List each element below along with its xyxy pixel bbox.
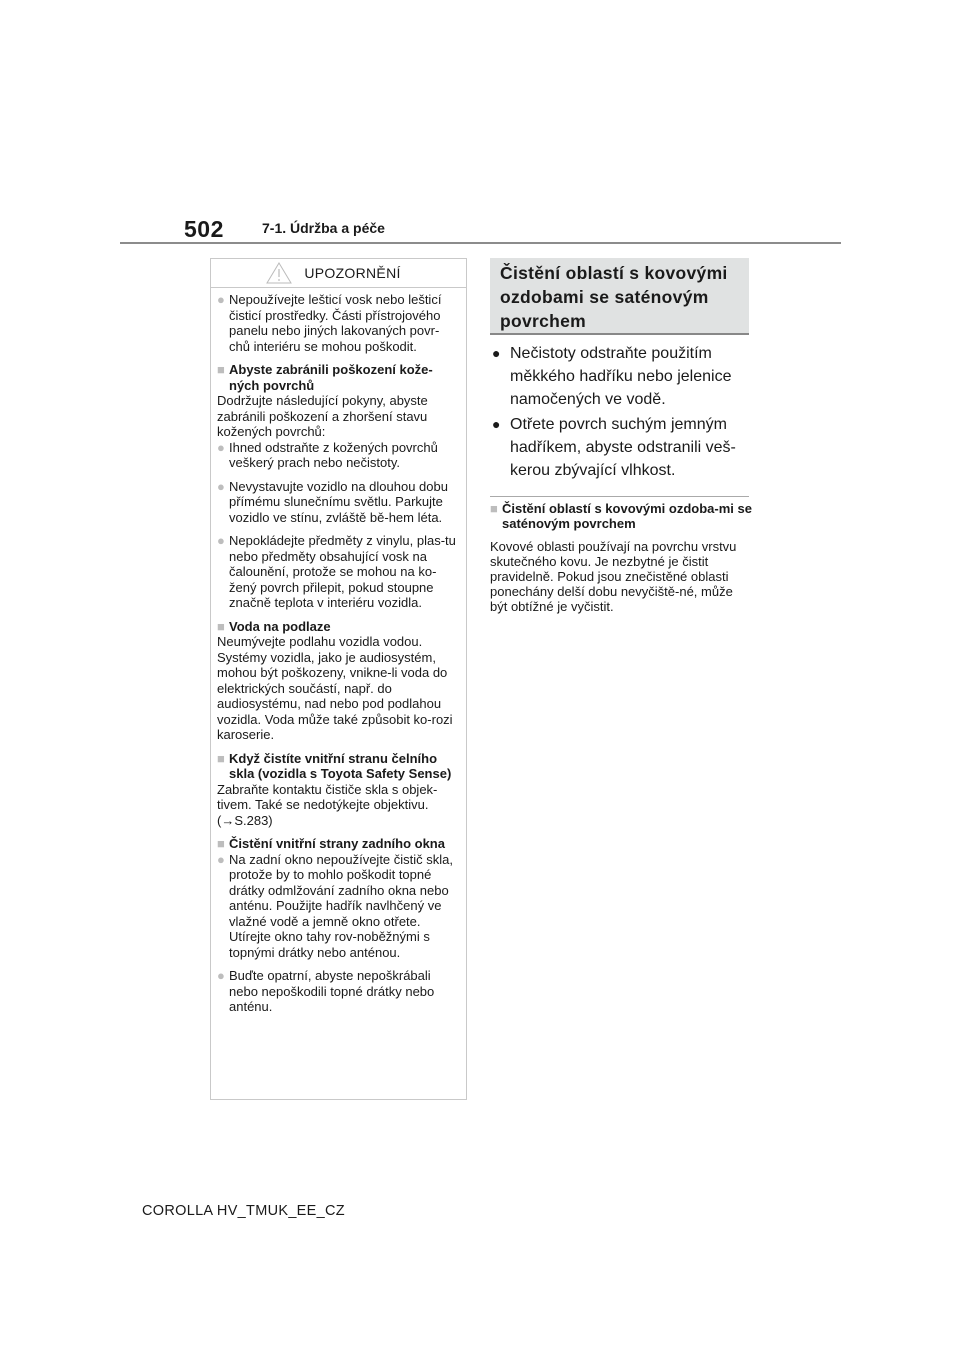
warning-subheading: ■ Když čistíte vnitřní stranu čelního skla (vozidla s Toyota Safety Sense) bbox=[217, 750, 452, 781]
right-section-title: Čistění oblastí s kovovými ozdobami se saténovým povrchem bbox=[490, 258, 749, 335]
square-bullet-icon: ■ bbox=[217, 362, 225, 377]
square-bullet-icon: ■ bbox=[217, 618, 225, 634]
footer-model: COROLLA HV_TMUK_EE_CZ bbox=[142, 1203, 345, 1219]
list-item: ● Nepokládejte předměty z vinylu, plas-tu nebo předměty obsahující vosk na čalounění, protože se mohou na ko-žený povrch přilepit, pokud stoupne značně teplota v interiéru vozidla. bbox=[217, 533, 456, 610]
square-bullet-icon: ■ bbox=[490, 501, 498, 516]
list-item: ● Na zadní okno nepoužívejte čistič skla, protože by to mohlo poškodit topné drátky odmlžování zadního okna nebo anténu. Použijte hadřík navlhčený ve vlažné vodě a jemně okno otřete. Utírejte okno tahy rov-noběžnými s topnými drátky nebo anténou. bbox=[217, 851, 454, 960]
list-item: ● Otřete povrch suchým jemným hadříkem, abyste odstranili veš-kerou zbývající vlhkost. bbox=[492, 413, 750, 482]
warning-subheading: ■ Čistění vnitřní strany zadního okna bbox=[217, 836, 445, 851]
circle-bullet-icon: ● bbox=[492, 416, 501, 432]
page-reference: (→S.283) bbox=[217, 812, 273, 828]
list-item: ● Ihned odstraňte z kožených povrchů veškerý prach nebo nečistoty. bbox=[217, 439, 438, 470]
list-item: ● Buďte opatrní, abyste nepoškrábali nebo nepoškodili topné drátky nebo anténu. bbox=[217, 968, 435, 1014]
warning-box bbox=[210, 258, 467, 1100]
circle-bullet-icon: ● bbox=[217, 478, 225, 494]
warning-text: Nepoužívejte lešticí vosk nebo lešticí čisticí prostředky. Části přístrojového panelu nebo jiných lakovaných povr-chů interiéru se mohou poškodit. bbox=[229, 292, 442, 354]
right-subsection bbox=[490, 501, 752, 614]
circle-bullet-icon: ● bbox=[217, 439, 225, 455]
subsection-body: Kovové oblasti používají na povrchu vrstvu skutečného kovu. Je nezbytné je čistit pravidelně. Pokud jsou znečistěné oblasti ponechány delší dobu nevyčiště-né, může být obtížné je vyčistit. bbox=[490, 539, 737, 614]
right-bullet-list bbox=[492, 342, 750, 484]
warning-triangle-icon bbox=[266, 262, 292, 284]
subsection-heading: ■ Čistění oblastí s kovovými ozdoba-mi se saténovým povrchem bbox=[490, 501, 752, 531]
circle-bullet-icon: ● bbox=[217, 968, 225, 983]
square-bullet-icon: ■ bbox=[217, 836, 225, 851]
list-item: ● Nevystavujte vozidlo na dlouhou dobu přímému slunečnímu světlu. Parkujte vozidlo ve stínu, zvláště bě-hem léta. bbox=[217, 478, 448, 525]
list-item bbox=[217, 292, 460, 354]
warning-text: Dodržujte následující pokyny, abyste zabránili poškození a zhoršení stavu kožených povrchů: bbox=[217, 393, 428, 439]
circle-bullet-icon: ● bbox=[217, 851, 225, 867]
page-number: 502 bbox=[184, 216, 224, 242]
right-divider bbox=[490, 496, 749, 497]
warning-subheading: ■ Abyste zabránili poškození kože-ných povrchů bbox=[217, 362, 433, 393]
section-header: 7-1. Údržba a péče bbox=[262, 220, 385, 236]
warning-header bbox=[211, 259, 466, 288]
warning-title: UPOZORNĚNÍ bbox=[304, 265, 401, 281]
warning-text: Zabraňte kontaktu čističe skla s objek-tivem. Také se nedotýkejte objektivu. bbox=[217, 781, 438, 812]
list-item: ● Nečistoty odstraňte použitím měkkého hadříku nebo jelenice namočených ve vodě. bbox=[492, 342, 750, 411]
square-bullet-icon: ■ bbox=[217, 750, 225, 766]
warning-text: Neumývejte podlahu vozidla vodou. Systémy vozidla, jako je audiosystém, mohou být poškozeny, vnikne-li voda do elektrických součástí, např. do audiosystému, nad nebo pod podlahou vozidla. Voda může také způsobit ko-rozi karoserie. bbox=[217, 634, 453, 742]
warning-body bbox=[211, 288, 466, 1015]
circle-bullet-icon: ● bbox=[217, 292, 225, 307]
warning-subheading: ■ Voda na podlaze bbox=[217, 618, 331, 634]
circle-bullet-icon: ● bbox=[492, 345, 501, 361]
circle-bullet-icon: ● bbox=[217, 533, 225, 548]
header-rule bbox=[120, 242, 841, 244]
